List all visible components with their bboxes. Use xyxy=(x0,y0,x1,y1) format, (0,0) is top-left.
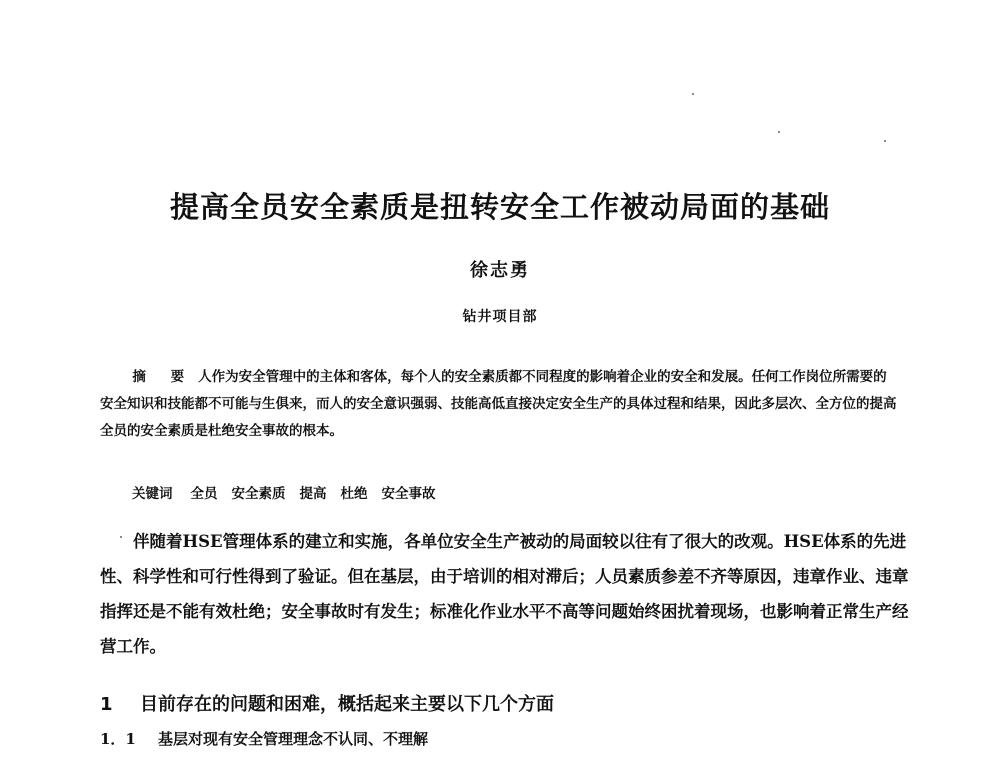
section-heading-1 xyxy=(100,690,554,716)
section-number: 1 xyxy=(100,694,113,715)
keyword: 安全事故 xyxy=(381,486,436,502)
abstract-label: 摘 要 xyxy=(132,369,195,385)
subsection-number: 1．1 xyxy=(100,730,136,748)
keywords-line xyxy=(132,482,436,502)
section-title: 目前存在的问题和困难，概括起来主要以下几个方面 xyxy=(140,694,554,715)
scan-speck xyxy=(692,93,694,95)
keyword: 全员 xyxy=(190,486,218,502)
body-paragraph: 伴随着HSE管理体系的建立和实施，各单位安全生产被动的局面较以往有了很大的改观。HSE体系的先进性、科学性和可行性得到了验证。但在基层，由于培训的相对滞后；人员素质参差不齐等原因，违章作业、违章指挥还是不能有效杜绝；安全事故时有发生；标准化作业水平不高等问题始终困扰着现场，也影响着正常生产经营工作。 xyxy=(100,532,909,656)
author-affiliation: 钻井项目部 xyxy=(462,309,538,325)
keyword: 安全素质 xyxy=(231,486,286,502)
abstract xyxy=(100,364,900,445)
author-name: 徐志勇 xyxy=(470,260,530,281)
paper-title: 提高全员安全素质是扭转安全工作被动局面的基础 xyxy=(169,190,830,225)
keyword: 提高 xyxy=(299,486,327,502)
subsection-heading-1-1 xyxy=(100,728,428,749)
keyword: 杜绝 xyxy=(340,486,368,502)
subsection-title: 基层对现有安全管理理念不认同、不理解 xyxy=(158,730,429,748)
scan-speck xyxy=(778,131,780,133)
keywords-label: 关键词 xyxy=(132,486,173,502)
abstract-text: 人作为安全管理中的主体和客体，每个人的安全素质都不同程度的影响着企业的安全和发展。任何工作岗位所需要的安全知识和技能都不可能与生俱来，而人的安全意识强弱、技能高低直接决定安全生产的具体过程和结果，因此多层次、全方位的提高全员的安全素质是杜绝安全事故的根本。 xyxy=(100,369,897,439)
scan-speck xyxy=(884,140,886,142)
